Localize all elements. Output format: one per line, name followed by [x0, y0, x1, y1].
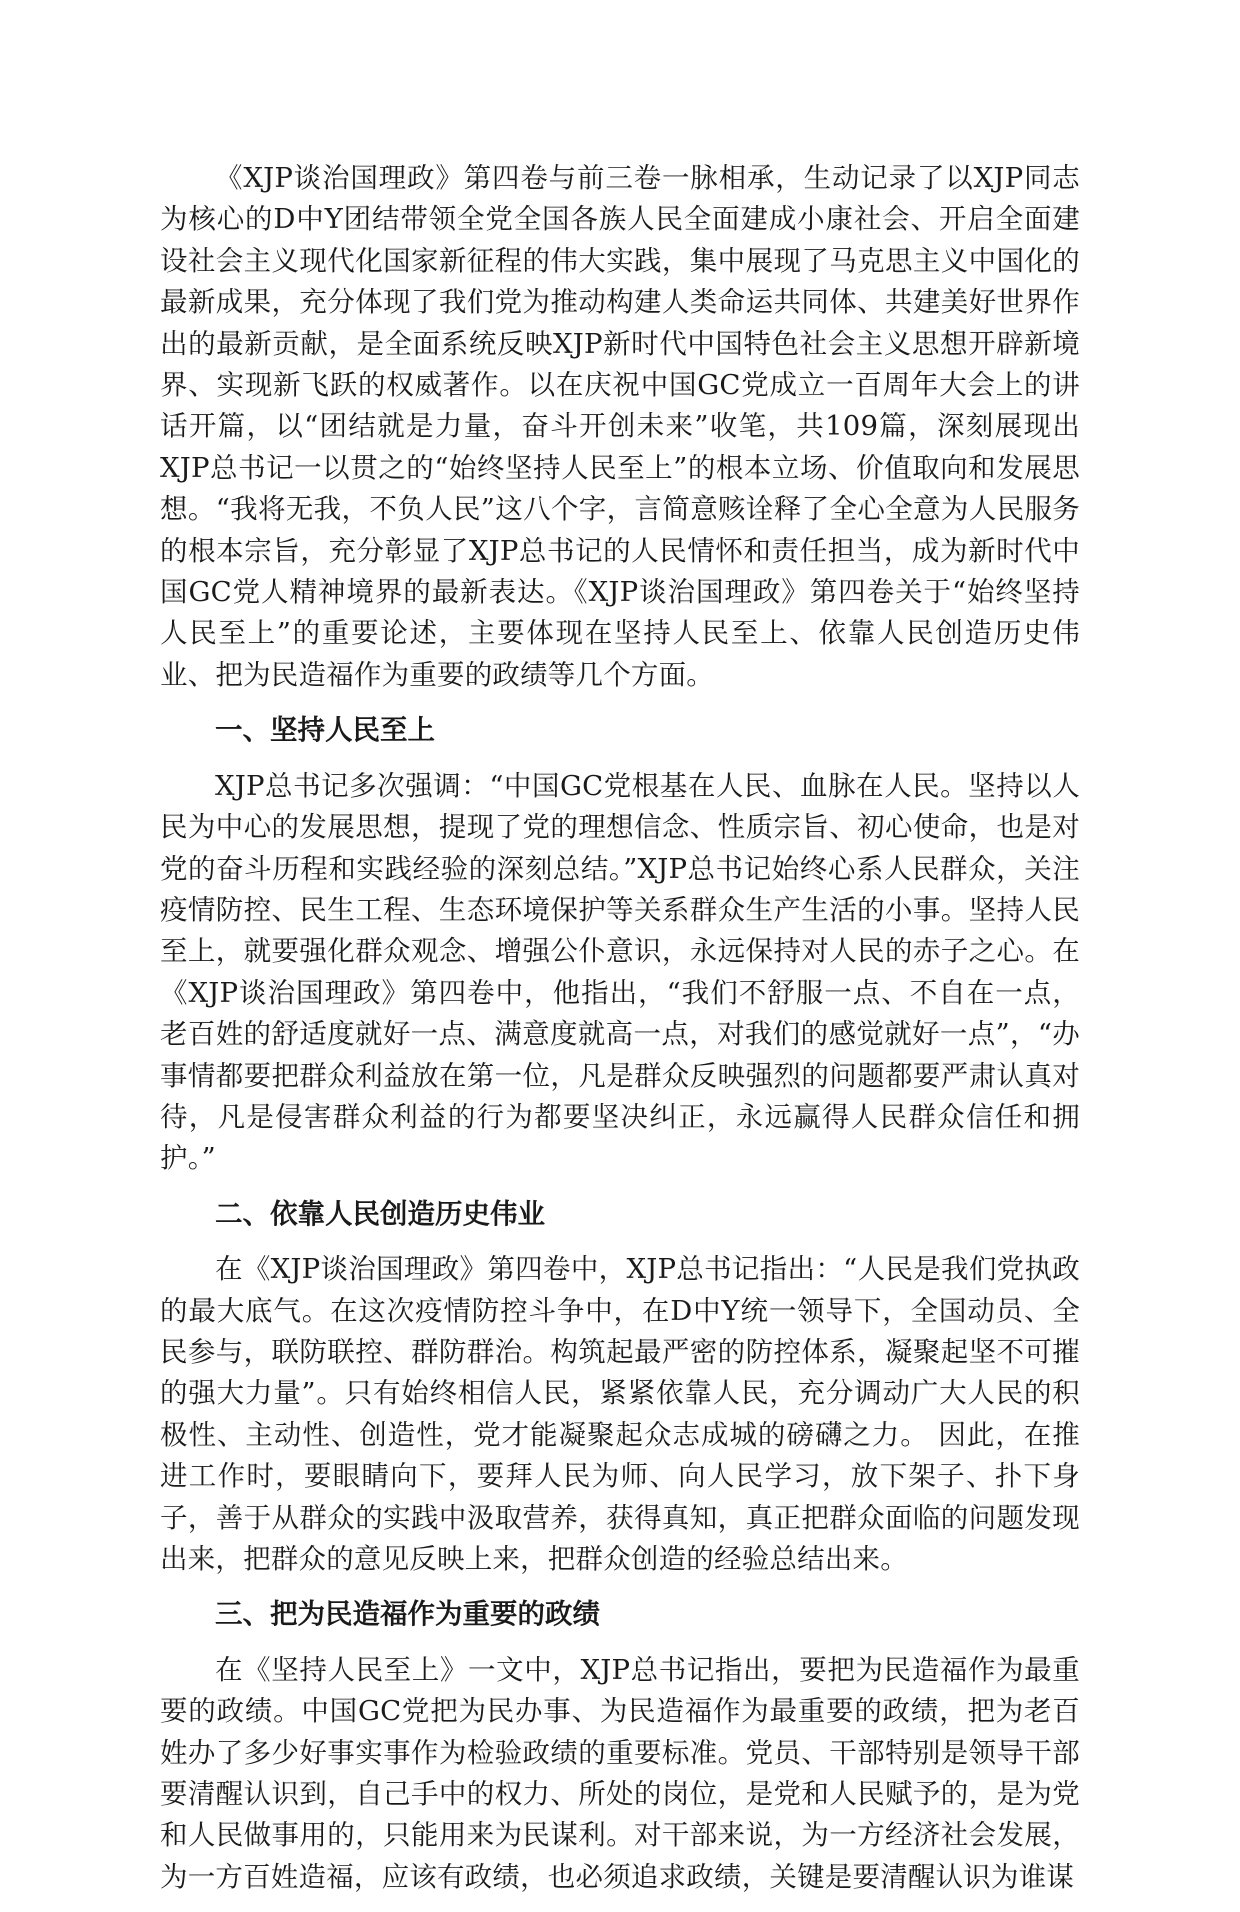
section-heading-1: 一、坚持人民至上 [215, 714, 435, 747]
section-3-paragraph: 在《坚持人民至上》一文中，XJP总书记指出，要把为民造福作为最重要的政绩。中国GC党把为民办事、为民造福作为最重要的政绩，把为老百姓办了多少好事实事作为检验政绩的重要标准。党员、干部特别是领导干部要清醒认识到，自己手中的权力、所处的岗位，是党和人民赋予的，是为党和人民做事用的，只能用来为民谋利。对干部来说，为一方经济社会发展，为一方百姓造福，应该有政绩，也必须追求政绩，关键是要清醒认识为谁谋 [160, 1653, 1080, 1893]
intro-paragraph: 《XJP谈治国理政》第四卷与前三卷一脉相承，生动记录了以XJP同志为核心的D中Y团结带领全党全国各族人民全面建成小康社会、开启全面建设社会主义现代化国家新征程的伟大实践，集中展现了马克思主义中国化的最新成果，充分体现了我们党为推动构建人类命运共同体、共建美好世界作出的最新贡献，是全面系统反映XJP新时代中国特色社会主义思想开辟新境界、实现新飞跃的权威著作。以在庆祝中国GC党成立一百周年大会上的讲话开篇，以“团结就是力量，奋斗开创未来”收笔，共109篇，深刻展现出XJP总书记一以贯之的“始终坚持人民至上”的根本立场、价值取向和发展思想。“我将无我，不负人民”这八个字，言简意赅诠释了全心全意为人民服务的根本宗旨，充分彰显了XJP总书记的人民情怀和责任担当，成为新时代中国GC党人精神境界的最新表达。《XJP谈治国理政》第四卷关于“始终坚持人民至上”的重要论述，主要体现在坚持人民至上、依靠人民创造历史伟业、把为民造福作为重要的政绩等几个方面。 [160, 162, 1080, 691]
section-heading-3: 三、把为民造福作为重要的政绩 [215, 1598, 600, 1631]
section-1-paragraph: XJP总书记多次强调：“中国GC党根基在人民、血脉在人民。坚持以人民为中心的发展思想，提现了党的理想信念、性质宗旨、初心使命，也是对党的奋斗历程和实践经验的深刻总结。”XJP总书记始终心系人民群众，关注疫情防控、民生工程、生态环境保护等关系群众生产生活的小事。坚持人民至上，就要强化群众观念、增强公仆意识，永远保持对人民的赤子之心。在《XJP谈治国理政》第四卷中，他指出，“我们不舒服一点、不自在一点，老百姓的舒适度就好一点、满意度就高一点，对我们的感觉就好一点”，“办事情都要把群众利益放在第一位，凡是群众反映强烈的问题都要严肃认真对待，凡是侵害群众利益的行为都要坚决纠正，永远赢得人民群众信任和拥护。” [160, 769, 1080, 1175]
section-heading-2: 二、依靠人民创造历史伟业 [215, 1197, 545, 1230]
section-2-paragraph: 在《XJP谈治国理政》第四卷中，XJP总书记指出：“人民是我们党执政的最大底气。在这次疫情防控斗争中，在D中Y统一领导下，全国动员、全民参与，联防联控、群防群治。构筑起最严密的防控体系，凝聚起坚不可摧的强大力量”。只有始终相信人民，紧紧依靠人民，充分调动广大人民的积极性、主动性、创造性，党才能凝聚起众志成城的磅礴之力。 因此，在推进工作时，要眼睛向下，要拜人民为师、向人民学习，放下架子、扑下身子，善于从群众的实践中汲取营养，获得真知，真正把群众面临的问题发现出来，把群众的意见反映上来，把群众创造的经验总结出来。 [160, 1253, 1080, 1575]
document-page [160, 158, 1080, 1912]
